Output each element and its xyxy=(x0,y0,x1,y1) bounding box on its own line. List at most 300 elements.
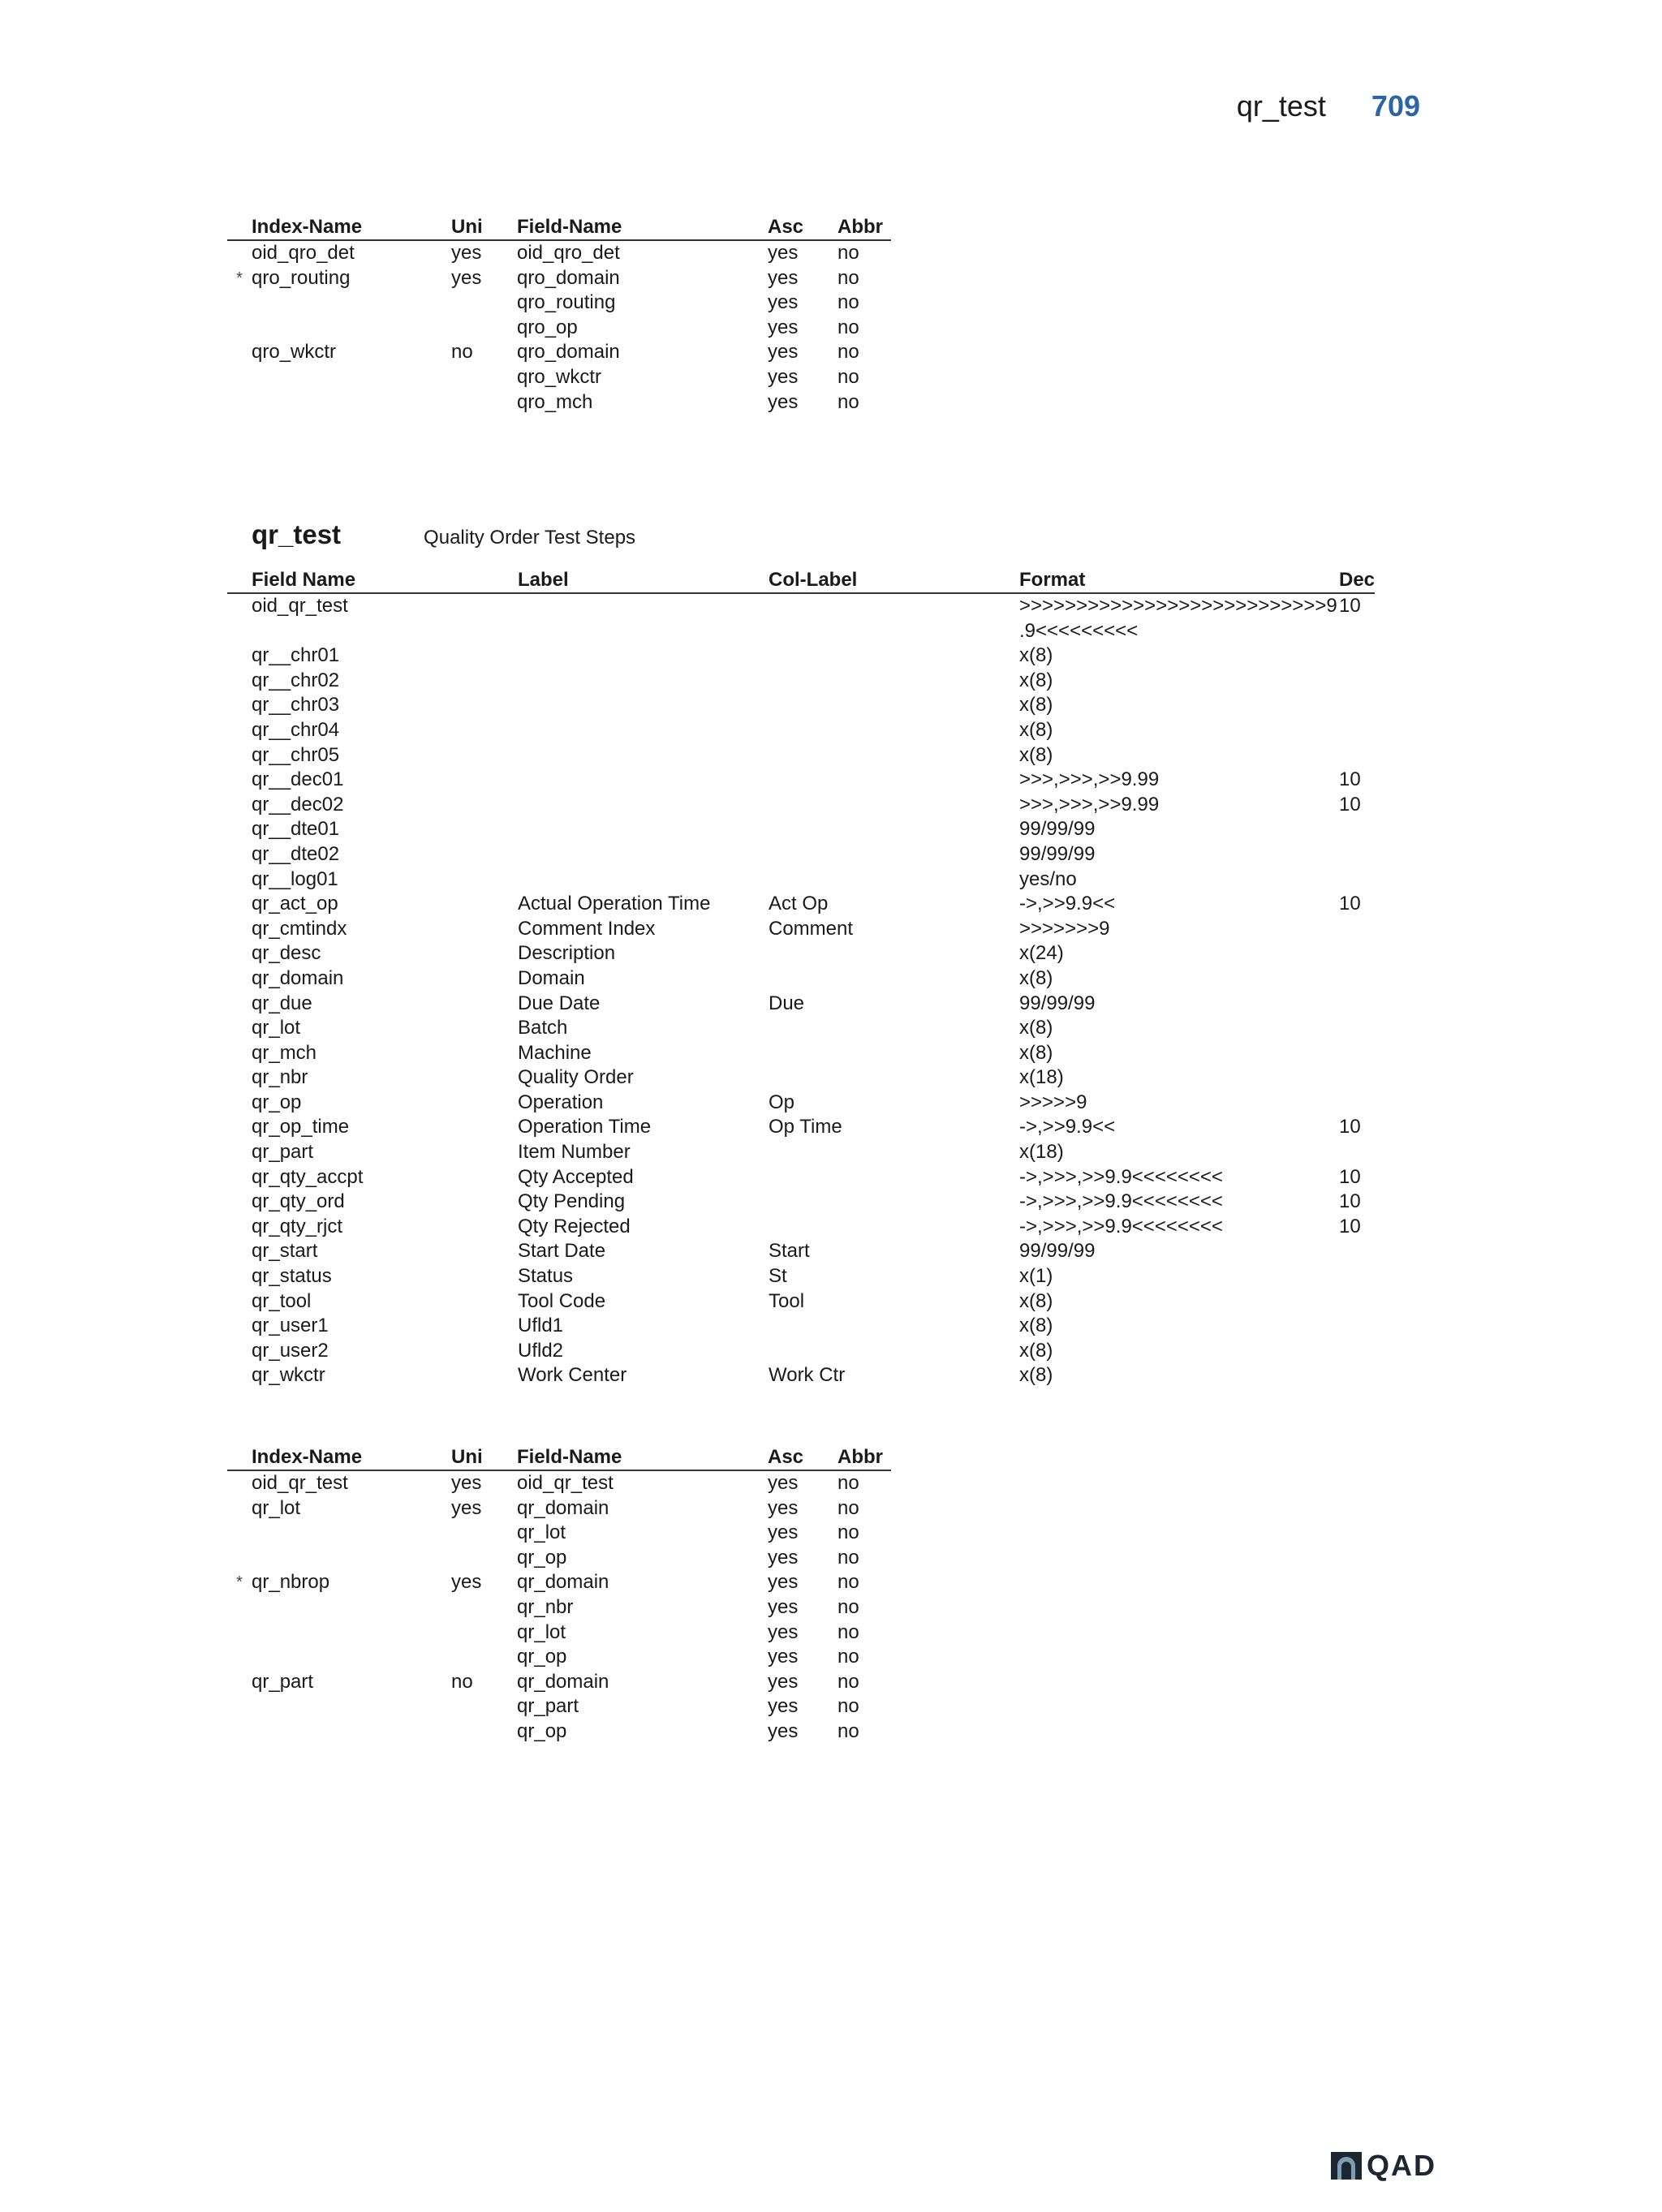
qro-det-index-table xyxy=(227,214,891,415)
column-header: Index-Name xyxy=(252,1444,451,1470)
cell-field: qr_desc xyxy=(252,942,321,965)
cell-label: Actual Operation Time xyxy=(518,893,711,915)
cell-col-label xyxy=(769,966,1019,992)
cell-dec xyxy=(1339,1140,1375,1165)
table-row xyxy=(227,1140,1375,1165)
cell-field: qr__dte01 xyxy=(252,818,340,841)
table-row xyxy=(227,316,891,341)
cell-field: qr_status xyxy=(252,1265,332,1288)
table-section-heading xyxy=(252,519,635,550)
cell-field: qr_lot xyxy=(252,1017,301,1039)
cell-uni xyxy=(451,316,517,341)
cell-col-label: Act Op xyxy=(769,893,829,915)
primary-index-marker xyxy=(227,1645,252,1670)
cell-col-label xyxy=(769,793,1019,818)
cell-label xyxy=(518,768,769,793)
cell-asc: yes xyxy=(768,341,799,364)
cell-field xyxy=(252,619,518,644)
primary-index-marker xyxy=(227,1521,252,1546)
cell-index xyxy=(252,290,451,316)
table-header-row xyxy=(227,1444,891,1470)
cell-dec xyxy=(1339,917,1375,942)
table-row xyxy=(227,1595,891,1620)
column-header: Label xyxy=(518,567,769,593)
cell-col-label: Comment xyxy=(769,917,854,940)
cell-dec: 10 xyxy=(1339,595,1361,617)
table-row xyxy=(227,941,1375,966)
cell-uni xyxy=(451,1521,517,1546)
cell-asc: yes xyxy=(768,1521,799,1544)
column-header: Field Name xyxy=(252,567,518,593)
table-row xyxy=(227,340,891,365)
cell-asc: yes xyxy=(768,291,799,314)
cell-label: Item Number xyxy=(518,1141,631,1164)
cell-field: qr_act_op xyxy=(252,893,338,915)
column-header: Field-Name xyxy=(517,214,768,240)
cell-col-label xyxy=(769,1339,1019,1364)
table-row xyxy=(227,1546,891,1571)
table-row xyxy=(227,365,891,390)
table-row xyxy=(227,266,891,291)
cell-col-label xyxy=(769,1065,1019,1091)
cell-dec: 10 xyxy=(1339,1215,1361,1237)
cell-field: qr__chr04 xyxy=(252,718,340,741)
cell-field: qr_nbr xyxy=(517,1595,574,1618)
cell-format: >>>>>>>9 xyxy=(1019,917,1110,940)
table-row xyxy=(227,1570,891,1595)
cell-index xyxy=(252,1595,451,1620)
cell-asc: yes xyxy=(768,242,799,264)
table-row xyxy=(227,743,1375,768)
cell-index xyxy=(252,1645,451,1670)
cell-uni xyxy=(451,390,517,415)
cell-dec: 10 xyxy=(1339,793,1361,816)
column-header: Asc xyxy=(768,214,837,240)
cell-label: Ufld2 xyxy=(518,1339,564,1362)
column-header: Asc xyxy=(768,1444,837,1470)
primary-index-marker xyxy=(227,1694,252,1719)
table-row xyxy=(227,917,1375,942)
cell-format: x(8) xyxy=(1019,1315,1053,1337)
table-row xyxy=(227,693,1375,718)
cell-col-label xyxy=(769,768,1019,793)
cell-dec xyxy=(1339,619,1375,644)
cell-dec xyxy=(1339,1264,1375,1289)
cell-format: x(8) xyxy=(1019,1289,1053,1312)
cell-field: qr_lot xyxy=(517,1620,566,1643)
cell-asc: yes xyxy=(768,266,799,289)
column-header: Uni xyxy=(451,1444,517,1470)
table-row xyxy=(227,669,1375,694)
primary-index-marker xyxy=(227,1546,252,1571)
column-header: Abbr xyxy=(837,1444,891,1470)
cell-uni: yes xyxy=(451,1571,482,1594)
cell-asc: yes xyxy=(768,1719,799,1742)
cell-abbr: no xyxy=(837,1472,859,1494)
cell-format: ->,>>>,>>9.9<<<<<<<< xyxy=(1019,1215,1223,1237)
cell-index xyxy=(252,1694,451,1719)
cell-col-label xyxy=(769,743,1019,768)
cell-format: x(8) xyxy=(1019,694,1053,717)
cell-col-label: Tool xyxy=(769,1289,805,1312)
cell-label xyxy=(518,693,769,718)
cell-index: qro_wkctr xyxy=(252,341,337,364)
cell-abbr: no xyxy=(837,390,859,413)
cell-dec xyxy=(1339,1314,1375,1339)
table-row xyxy=(227,817,1375,842)
table-row xyxy=(227,593,1375,619)
cell-format: yes/no xyxy=(1019,867,1077,890)
cell-label: Quality Order xyxy=(518,1066,634,1089)
cell-uni: no xyxy=(451,1670,473,1693)
cell-format: 99/99/99 xyxy=(1019,1240,1096,1263)
primary-index-marker: * xyxy=(236,1573,243,1592)
cell-field: qr__chr03 xyxy=(252,694,340,717)
cell-uni xyxy=(451,1546,517,1571)
cell-label xyxy=(518,718,769,743)
cell-col-label xyxy=(769,1140,1019,1165)
table-row xyxy=(227,619,1375,644)
cell-field: qr_domain xyxy=(252,966,344,989)
table-row xyxy=(227,793,1375,818)
cell-format: x(1) xyxy=(1019,1265,1053,1288)
cell-format: x(8) xyxy=(1019,718,1053,741)
cell-uni: yes xyxy=(451,1472,482,1494)
cell-abbr: no xyxy=(837,341,859,364)
table-row xyxy=(227,842,1375,867)
column-header: Col-Label xyxy=(769,567,1019,593)
cell-dec xyxy=(1339,1041,1375,1066)
cell-field: qr_nbr xyxy=(252,1066,308,1089)
cell-field: qr__dte02 xyxy=(252,842,340,865)
cell-dec: 10 xyxy=(1339,768,1361,791)
cell-format: x(18) xyxy=(1019,1066,1064,1089)
cell-index xyxy=(252,365,451,390)
cell-format: 99/99/99 xyxy=(1019,992,1096,1014)
cell-uni: yes xyxy=(451,1496,482,1519)
cell-dec xyxy=(1339,693,1375,718)
cell-col-label xyxy=(769,867,1019,893)
cell-index xyxy=(252,1546,451,1571)
column-header: Abbr xyxy=(837,214,891,240)
table-description: Quality Order Test Steps xyxy=(424,527,636,549)
cell-label xyxy=(518,619,769,644)
cell-col-label: St xyxy=(769,1265,787,1288)
cell-uni xyxy=(451,1595,517,1620)
cell-field: qr_wkctr xyxy=(252,1364,325,1387)
cell-col-label: Op Time xyxy=(769,1116,842,1138)
table-row xyxy=(227,1016,1375,1041)
cell-dec xyxy=(1339,817,1375,842)
cell-dec xyxy=(1339,941,1375,966)
cell-dec xyxy=(1339,1239,1375,1264)
cell-format: x(8) xyxy=(1019,1364,1053,1387)
cell-field: qr_domain xyxy=(517,1571,609,1594)
cell-col-label xyxy=(769,669,1019,694)
cell-abbr: no xyxy=(837,1670,859,1693)
cell-field: qr_domain xyxy=(517,1496,609,1519)
cell-asc: yes xyxy=(768,316,799,338)
cell-field: qr_cmtindx xyxy=(252,917,347,940)
cell-col-label xyxy=(769,693,1019,718)
cell-field: qr_start xyxy=(252,1240,318,1263)
cell-field: qr__chr02 xyxy=(252,669,340,691)
cell-abbr: no xyxy=(837,242,859,264)
cell-label: Comment Index xyxy=(518,917,656,940)
table-row xyxy=(227,768,1375,793)
cell-label xyxy=(518,643,769,669)
cell-dec: 10 xyxy=(1339,893,1361,915)
cell-col-label xyxy=(769,1165,1019,1190)
table-row xyxy=(227,240,891,266)
table-row xyxy=(227,1239,1375,1264)
table-row xyxy=(227,643,1375,669)
cell-field: oid_qro_det xyxy=(517,242,620,264)
cell-dec: 10 xyxy=(1339,1116,1361,1138)
cell-format: x(8) xyxy=(1019,743,1053,766)
primary-index-marker xyxy=(227,290,252,316)
cell-col-label xyxy=(769,1190,1019,1215)
cell-dec xyxy=(1339,743,1375,768)
table-name: qr_test xyxy=(252,519,342,549)
table-row xyxy=(227,1091,1375,1116)
cell-dec xyxy=(1339,1363,1375,1388)
cell-label: Due Date xyxy=(518,992,601,1014)
cell-dec xyxy=(1339,1091,1375,1116)
cell-dec xyxy=(1339,1065,1375,1091)
cell-field: qr__chr05 xyxy=(252,743,340,766)
cell-uni: yes xyxy=(451,242,482,264)
cell-field: oid_qr_test xyxy=(517,1472,614,1494)
cell-format: x(8) xyxy=(1019,644,1053,667)
cell-asc: yes xyxy=(768,1472,799,1494)
cell-label xyxy=(518,793,769,818)
cell-field: qr_part xyxy=(517,1695,579,1718)
cell-abbr: no xyxy=(837,1546,859,1569)
cell-abbr: no xyxy=(837,1571,859,1594)
table-row xyxy=(227,1363,1375,1388)
cell-col-label xyxy=(769,1314,1019,1339)
table-row xyxy=(227,1470,891,1496)
table-row xyxy=(227,892,1375,917)
table-row xyxy=(227,1289,1375,1315)
cell-col-label xyxy=(769,941,1019,966)
cell-format: ->,>>>,>>9.9<<<<<<<< xyxy=(1019,1190,1223,1213)
qad-logo xyxy=(1331,2149,1436,2183)
cell-col-label: Due xyxy=(769,992,805,1014)
cell-asc: yes xyxy=(768,1620,799,1643)
cell-label xyxy=(518,867,769,893)
cell-asc: yes xyxy=(768,1695,799,1718)
cell-asc: yes xyxy=(768,1646,799,1668)
cell-abbr: no xyxy=(837,1620,859,1643)
qad-logo-text: QAD xyxy=(1367,2149,1436,2182)
cell-field: qr_op xyxy=(517,1719,567,1742)
table-row xyxy=(227,1065,1375,1091)
cell-abbr: no xyxy=(837,316,859,338)
cell-uni xyxy=(451,1620,517,1646)
cell-index xyxy=(252,1719,451,1745)
table-header-row xyxy=(227,567,1375,593)
cell-field: qr_mch xyxy=(252,1041,317,1064)
cell-label: Operation Time xyxy=(518,1116,652,1138)
column-header: Dec xyxy=(1339,567,1375,593)
cell-field: qr_op xyxy=(517,1546,567,1569)
page-number: 709 xyxy=(1371,89,1420,123)
cell-col-label xyxy=(769,1016,1019,1041)
cell-label: Ufld1 xyxy=(518,1315,564,1337)
cell-format: x(8) xyxy=(1019,1041,1053,1064)
cell-abbr: no xyxy=(837,1695,859,1718)
cell-col-label: Work Ctr xyxy=(769,1364,846,1387)
cell-abbr: no xyxy=(837,266,859,289)
cell-field: qr__dec01 xyxy=(252,768,344,791)
cell-asc: yes xyxy=(768,1571,799,1594)
cell-field: qro_domain xyxy=(517,341,620,364)
cell-abbr: no xyxy=(837,1646,859,1668)
table-row xyxy=(227,1521,891,1546)
cell-label: Qty Pending xyxy=(518,1190,626,1213)
cell-label: Status xyxy=(518,1265,574,1288)
cell-field: qro_routing xyxy=(517,291,616,314)
cell-asc: yes xyxy=(768,1670,799,1693)
cell-label: Work Center xyxy=(518,1364,627,1387)
table-row xyxy=(227,1339,1375,1364)
cell-col-label xyxy=(769,593,1019,619)
table-row xyxy=(227,867,1375,893)
cell-uni: yes xyxy=(451,266,482,289)
running-header xyxy=(1237,89,1420,123)
cell-dec xyxy=(1339,867,1375,893)
cell-col-label xyxy=(769,619,1019,644)
cell-index: qr_part xyxy=(252,1670,314,1693)
table-row xyxy=(227,1670,891,1695)
primary-index-marker xyxy=(227,1620,252,1646)
cell-format: 99/99/99 xyxy=(1019,818,1096,841)
cell-uni xyxy=(451,1694,517,1719)
table-row xyxy=(227,1264,1375,1289)
cell-field: qro_mch xyxy=(517,390,593,413)
cell-uni xyxy=(451,290,517,316)
cell-index: oid_qro_det xyxy=(252,242,355,264)
table-row xyxy=(227,1620,891,1646)
cell-label xyxy=(518,593,769,619)
cell-col-label xyxy=(769,817,1019,842)
cell-format: x(18) xyxy=(1019,1141,1064,1164)
cell-dec xyxy=(1339,1016,1375,1041)
cell-col-label xyxy=(769,718,1019,743)
primary-index-marker xyxy=(227,1595,252,1620)
cell-format: >>>>>9 xyxy=(1019,1091,1087,1113)
cell-format: ->,>>>,>>9.9<<<<<<<< xyxy=(1019,1165,1223,1188)
table-row xyxy=(227,390,891,415)
cell-dec xyxy=(1339,718,1375,743)
cell-label: Batch xyxy=(518,1017,568,1039)
primary-index-marker: * xyxy=(236,269,243,287)
cell-field: qr_qty_accpt xyxy=(252,1165,364,1188)
cell-field: qr_user1 xyxy=(252,1315,329,1337)
table-row xyxy=(227,992,1375,1017)
cell-index: qro_routing xyxy=(252,266,351,289)
cell-dec xyxy=(1339,669,1375,694)
cell-field: qr_lot xyxy=(517,1521,566,1544)
cell-uni: no xyxy=(451,341,473,364)
cell-uni xyxy=(451,1719,517,1745)
cell-index xyxy=(252,1620,451,1646)
cell-field: qr_qty_ord xyxy=(252,1190,345,1213)
primary-index-marker xyxy=(227,365,252,390)
cell-col-label xyxy=(769,1041,1019,1066)
cell-asc: yes xyxy=(768,365,799,388)
column-header: Uni xyxy=(451,214,517,240)
cell-format: >>>,>>>,>>9.99 xyxy=(1019,768,1160,791)
cell-index: oid_qr_test xyxy=(252,1472,348,1494)
cell-col-label xyxy=(769,842,1019,867)
cell-col-label xyxy=(769,643,1019,669)
table-row xyxy=(227,1215,1375,1240)
primary-index-marker xyxy=(227,340,252,365)
qr-test-index-table xyxy=(227,1444,891,1745)
primary-index-marker xyxy=(227,1719,252,1745)
cell-asc: yes xyxy=(768,1546,799,1569)
cell-abbr: no xyxy=(837,1719,859,1742)
table-row xyxy=(227,290,891,316)
cell-label xyxy=(518,743,769,768)
cell-field: qr_tool xyxy=(252,1289,312,1312)
cell-format: 99/99/99 xyxy=(1019,842,1096,865)
primary-index-marker xyxy=(227,1496,252,1521)
cell-asc: yes xyxy=(768,1595,799,1618)
cell-format: >>>,>>>,>>9.99 xyxy=(1019,793,1160,816)
cell-field: qr_op xyxy=(252,1091,302,1113)
cell-field: qr_due xyxy=(252,992,312,1014)
cell-dec xyxy=(1339,1339,1375,1364)
cell-index: qr_lot xyxy=(252,1496,301,1519)
primary-index-marker xyxy=(227,1470,252,1496)
cell-col-label: Op xyxy=(769,1091,795,1113)
cell-field: qr__log01 xyxy=(252,867,338,890)
cell-field: qr_op xyxy=(517,1646,567,1668)
cell-label: Tool Code xyxy=(518,1289,606,1312)
cell-index xyxy=(252,390,451,415)
table-row xyxy=(227,1190,1375,1215)
cell-abbr: no xyxy=(837,1521,859,1544)
cell-dec xyxy=(1339,1289,1375,1315)
qad-logo-icon xyxy=(1331,2152,1362,2180)
cell-field: qr_domain xyxy=(517,1670,609,1693)
cell-label: Machine xyxy=(518,1041,592,1064)
cell-format: .9<<<<<<<<< xyxy=(1019,619,1139,642)
table-row xyxy=(227,966,1375,992)
cell-asc: yes xyxy=(768,390,799,413)
cell-uni xyxy=(451,1645,517,1670)
cell-format: ->,>>9.9<< xyxy=(1019,893,1116,915)
cell-label: Qty Accepted xyxy=(518,1165,634,1188)
cell-index xyxy=(252,1521,451,1546)
cell-label: Domain xyxy=(518,966,585,989)
cell-field: qro_wkctr xyxy=(517,365,602,388)
table-row xyxy=(227,1645,891,1670)
column-header: Format xyxy=(1019,567,1339,593)
cell-field: qr_user2 xyxy=(252,1339,329,1362)
table-row xyxy=(227,1115,1375,1140)
cell-format: x(8) xyxy=(1019,1339,1053,1362)
cell-label: Description xyxy=(518,942,616,965)
primary-index-marker xyxy=(227,1670,252,1695)
cell-label: Start Date xyxy=(518,1240,606,1263)
table-row xyxy=(227,1496,891,1521)
primary-index-marker xyxy=(227,390,252,415)
